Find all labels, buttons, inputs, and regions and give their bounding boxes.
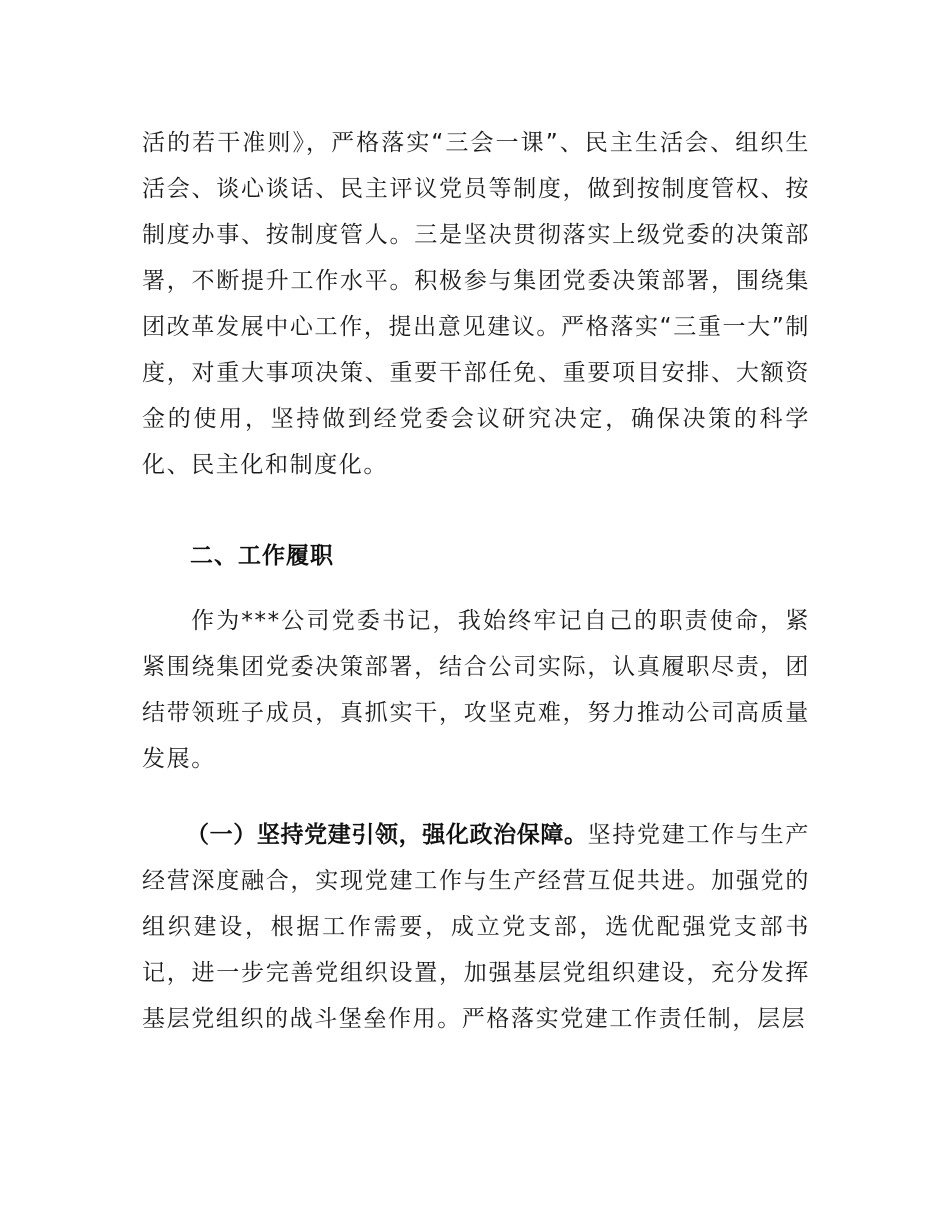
subheading-party-leadership: （一）坚持党建引领，强化政治保障。	[186, 822, 588, 848]
section-heading-work-duties: 二、工作履职	[190, 543, 334, 569]
paragraph-party-leadership-body: 坚持党建工作与生产经营深度融合，实现党建工作与生产经营互促共进。加强党的组织建设，根据工作需要，成立党支部，选优配强党支部书记，进一步完善党组织设置，加强基层党组织建设，充分发挥基层党组织的战斗堡垒作用。严格落实党建工作责任制，层层	[142, 822, 810, 1032]
paragraph-party-rules: 活的若干准则》，严格落实“三会一课”、民主生活会、组织生活会、谈心谈话、民主评议党员等制度，做到按制度管权、按制度办事、按制度管人。三是坚决贯彻落实上级党委的决策部署，不断提升工作水平。积极参与集团党委决策部署，围绕集团改革发展中心工作，提出意见建议。严格落实“三重一大”制度，对重大事项决策、重要干部任免、重要项目安排、大额资金的使用，坚持做到经党委会议研究决定，确保决策的科学化、民主化和制度化。	[142, 130, 810, 478]
paragraph-duties-intro: 作为***公司党委书记，我始终牢记自己的职责使命，紧紧围绕集团党委决策部署，结合公司实际，认真履职尽责，团结带领班子成员，真抓实干，攻坚克难，努力推动公司高质量发展。	[142, 608, 810, 772]
paragraph-party-leadership	[142, 812, 810, 1042]
